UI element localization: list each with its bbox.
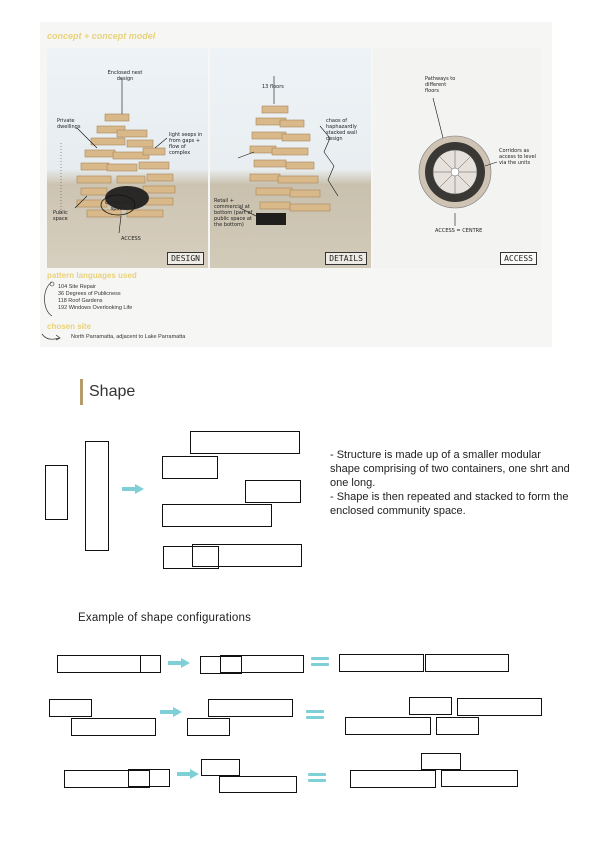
config-container — [201, 759, 240, 776]
design-panel — [47, 48, 208, 268]
config-container — [57, 655, 141, 673]
stack-container — [162, 504, 272, 527]
pattern-item: 192 Windows Overlooking Life — [58, 305, 133, 311]
section-accent-bar — [80, 379, 83, 405]
stack-container — [162, 456, 218, 479]
details-annotation: Retail + commercial at bottom (part of public space at the bottom) — [214, 198, 253, 228]
details-annotation: 13 floors — [262, 84, 284, 90]
shape-description: - Structure is made up of a smaller modular shape comprising of two containers, one shrt and one long. - Shape is then repeated and stacked to form the enclosed community space. — [330, 449, 570, 517]
pattern-list — [58, 284, 132, 312]
config-container — [409, 697, 452, 715]
details-tag: DETAILS — [325, 252, 367, 265]
design-tag: DESIGN — [167, 252, 204, 265]
pattern-item: 118 Roof Gardens — [58, 298, 103, 304]
concept-title: concept + concept model — [47, 31, 156, 41]
details-annotation: chaos of haphazardly stacked wall design — [326, 118, 357, 142]
right-arrow-icon — [177, 769, 199, 779]
examples-heading: Example of shape configurations — [78, 612, 252, 624]
right-arrow-icon — [160, 707, 182, 717]
access-annotation: ACCESS = CENTRE — [435, 228, 483, 234]
design-annotation: Public space — [53, 210, 68, 222]
design-annotation: community space — [105, 200, 134, 212]
design-annotation: light seeps in from gaps + flow of complex — [169, 132, 203, 156]
config-container — [457, 698, 542, 716]
right-arrow-icon — [122, 484, 144, 494]
stack-container — [245, 480, 301, 503]
design-annotation: ACCESS — [121, 236, 141, 242]
right-arrow-icon — [168, 658, 190, 668]
config-container — [140, 655, 161, 673]
pattern-bracket-icon — [38, 280, 56, 320]
config-container — [436, 717, 479, 735]
details-panel — [210, 48, 371, 268]
equals-icon — [306, 710, 324, 720]
config-container — [350, 770, 436, 788]
config-container — [208, 699, 293, 717]
site-text: North Parramatta, adjacent to Lake Parramatta — [71, 334, 186, 340]
access-tag: ACCESS — [500, 252, 537, 265]
config-container — [441, 770, 518, 787]
shape-heading: Shape — [89, 383, 136, 400]
stack-container — [192, 544, 302, 567]
config-container — [219, 776, 297, 793]
design-annotation: Enclosed nest design — [107, 70, 143, 82]
design-annotation: Private dwellings — [57, 118, 81, 130]
site-heading: chosen site — [47, 322, 92, 331]
pattern-item: 104 Site Repair — [58, 284, 96, 290]
details-model-sketch — [210, 48, 371, 268]
config-container — [425, 654, 509, 672]
config-container — [49, 699, 92, 717]
config-container — [421, 753, 461, 770]
config-container — [345, 717, 431, 735]
pattern-heading: pattern languages used — [47, 271, 137, 280]
pattern-item: 36 Degrees of Publicness — [58, 291, 121, 297]
config-container — [220, 655, 304, 673]
long-container — [85, 441, 109, 551]
equals-icon — [308, 773, 326, 783]
config-container — [128, 769, 170, 787]
access-panel — [373, 48, 541, 268]
short-container — [45, 465, 68, 520]
config-container — [339, 654, 424, 672]
access-annotation: Corridors as access to level via the units — [499, 148, 536, 166]
config-container — [71, 718, 156, 736]
equals-icon — [311, 657, 329, 667]
stack-container — [190, 431, 300, 454]
site-arrow-icon — [40, 332, 62, 342]
access-annotation: Pathways to different floors — [425, 76, 456, 94]
config-container — [187, 718, 230, 736]
